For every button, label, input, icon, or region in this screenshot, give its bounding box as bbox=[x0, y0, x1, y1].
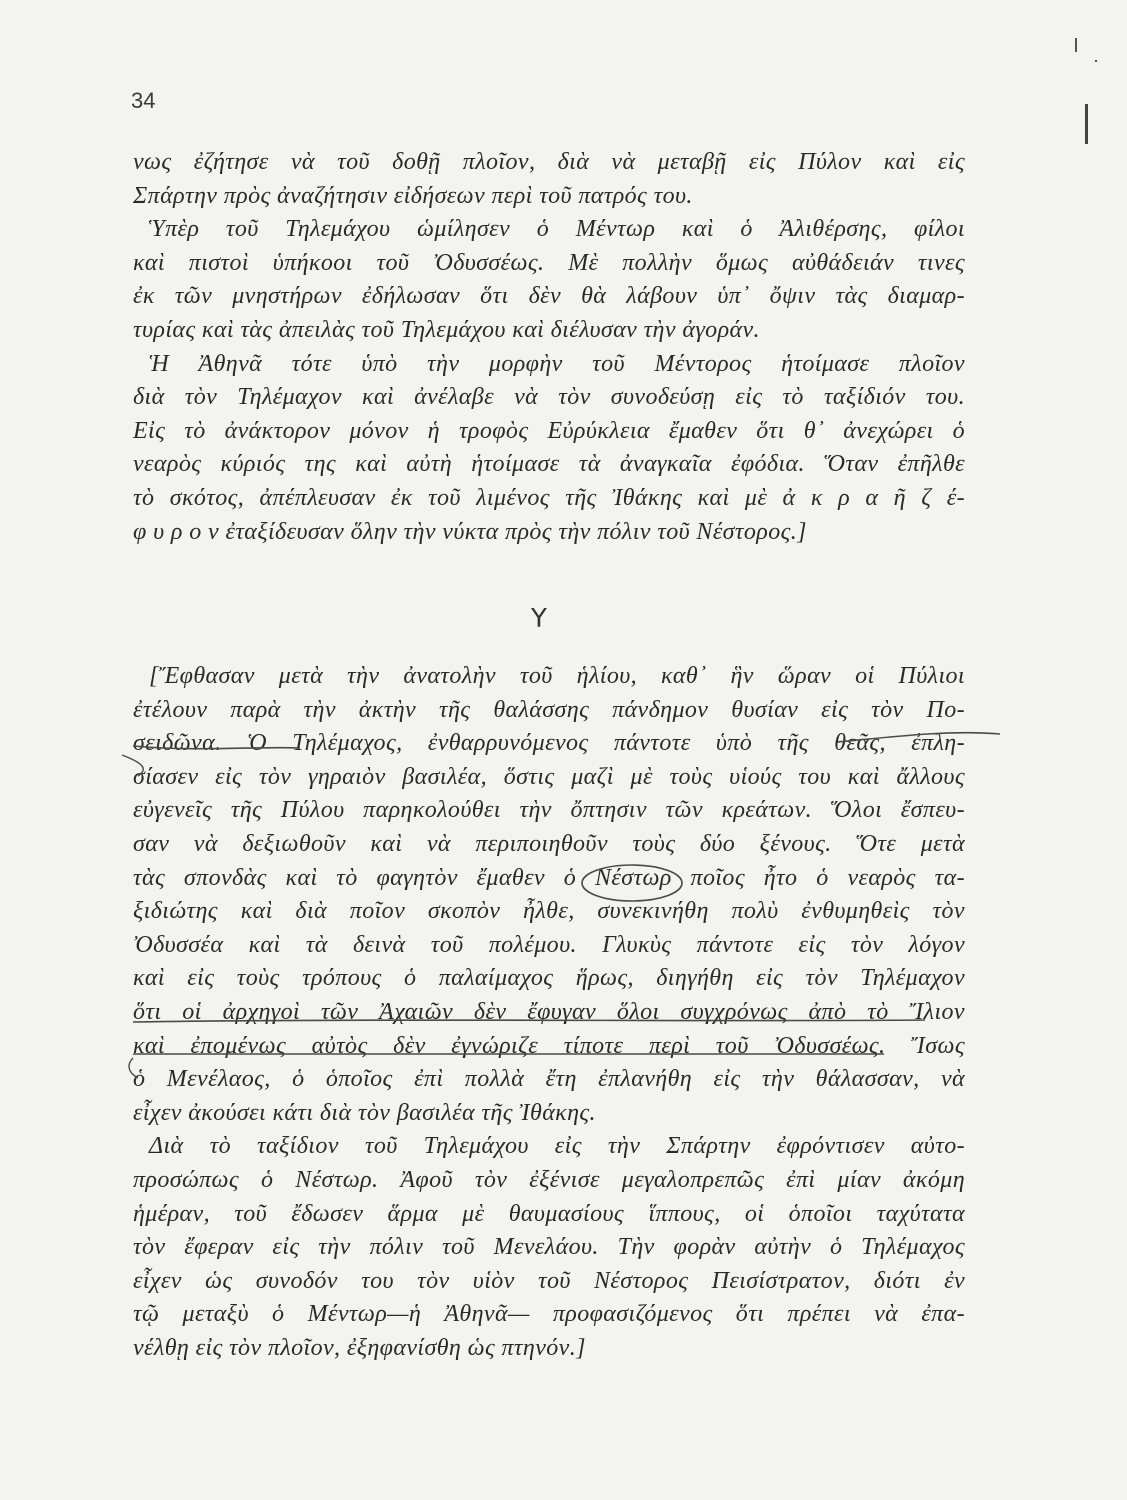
text-line: καὶ πιστοὶ ὑπήκοοι τοῦ Ὀδυσσέως. Μὲ πολλὴν ὅμως αὐθάδειάν τινες bbox=[133, 249, 965, 276]
text-line: ξιδιώτης καὶ διὰ ποῖον σκοπὸν ἦλθε, συνεκινήθη πολὺ ἐνθυμηθεὶς τὸν bbox=[133, 898, 965, 925]
margin-mark bbox=[1085, 104, 1088, 144]
text-line: νεαρὸς κύριός της καὶ αὐτὴ ἡτοίμασε τὰ ἀναγκαῖα ἐφόδια. Ὅταν ἐπῆλθε bbox=[133, 451, 965, 478]
text-line: ἡμέραν, τοῦ ἔδωσεν ἅρμα μὲ θαυμασίους ἵππους, οἱ ὁποῖοι ταχύτατα bbox=[133, 1200, 965, 1227]
text-line: προσώπως ὁ Νέστωρ. Ἀφοῦ τὸν ἐξένισε μεγαλοπρεπῶς ἐπὶ μίαν ἀκόμη bbox=[133, 1166, 965, 1193]
text-line: καὶ εἰς τοὺς τρόπους ὁ παλαίμαχος ἥρως, διηγήθη εἰς τὸν Τηλέμαχον bbox=[133, 965, 965, 992]
text-line: τυρίας καὶ τὰς ἀπειλὰς τοῦ Τηλεμάχου καὶ διέλυσαν τὴν ἀγοράν. bbox=[133, 316, 760, 343]
text-line: τὸν ἔφεραν εἰς τὴν πόλιν τοῦ Μενελάου. Τὴν φορὰν αὐτὴν ὁ Τηλέμαχος bbox=[133, 1234, 965, 1261]
text-line: καὶ ἐπομένως αὐτὸς δὲν ἐγνώριζε τίποτε περὶ τοῦ Ὀδυσσέως. Ἴσως bbox=[133, 1032, 965, 1059]
text-line: ὁ Μενέλαος, ὁ ὁποῖος ἐπὶ πολλὰ ἔτη ἐπλανήθη εἰς τὴν θάλασσαν, νὰ bbox=[133, 1066, 965, 1093]
text-line: εἶχεν ὡς συνοδόν του τὸν υἱὸν τοῦ Νέστορος Πεισίστρατον, διότι ἐν bbox=[133, 1267, 965, 1294]
text-line: Ὑπὲρ τοῦ Τηλεμάχου ὡμίλησεν ὁ Μέντωρ καὶ ὁ Ἀλιθέρσης, φίλοι bbox=[149, 216, 965, 243]
text-line: [Ἔφθασαν μετὰ τὴν ἀνατολὴν τοῦ ἡλίου, καθ᾽ ἣν ὥραν οἱ Πύλιοι bbox=[149, 663, 965, 689]
page-number: 34 bbox=[131, 88, 156, 113]
text-line: τῷ μεταξὺ ὁ Μέντωρ—ἡ Ἀθηνᾶ— προφασιζόμενος ὅτι πρέπει νὰ ἐπα- bbox=[133, 1301, 965, 1328]
text-line: τὰς σπονδὰς καὶ τὸ φαγητὸν ἔμαθεν ὁ Νέστωρ ποῖος ἦτο ὁ νεαρὸς τα- bbox=[133, 864, 965, 891]
text-line: τὸ σκότος, ἀπέπλευσαν ἐκ τοῦ λιμένος τῆς Ἰθάκης καὶ μὲ ἀ κ ρ α ῆ ζ έ- bbox=[133, 484, 965, 511]
text-line: Διὰ τὸ ταξίδιον τοῦ Τηλεμάχου εἰς τὴν Σπάρτην ἐφρόντισεν αὐτο- bbox=[149, 1133, 965, 1160]
text-line: Εἰς τὸ ἀνάκτορον μόνον ἡ τροφὸς Εὐρύκλεια ἔμαθεν ὅτι θ᾽ ἀνεχώρει ὁ bbox=[133, 417, 965, 444]
text-line: ἐτέλουν παρὰ τὴν ἀκτὴν τῆς θαλάσσης πάνδημον θυσίαν εἰς τὸν Πο- bbox=[133, 696, 965, 723]
text-line: σαν νὰ δεξιωθοῦν καὶ νὰ περιποιηθοῦν τοὺς δύο ξένους. Ὅτε μετὰ bbox=[133, 830, 965, 857]
text-line: σίασεν εἰς τὸν γηραιὸν βασιλέα, ὅστις μαζὶ μὲ τοὺς υἱούς του καὶ ἄλλους bbox=[133, 763, 965, 790]
margin-mark bbox=[1075, 38, 1077, 52]
text-line: ἐκ τῶν μνηστήρων ἐδήλωσαν ὅτι δὲν θὰ λάβουν ὑπ᾽ ὄψιν τὰς διαμαρ- bbox=[133, 283, 965, 310]
text-line: ὅτι οἱ ἀρχηγοὶ τῶν Ἀχαιῶν δὲν ἔφυγαν ὅλοι συγχρόνως ἀπὸ τὸ Ἴλιον bbox=[133, 998, 965, 1025]
text-line: εἶχεν ἀκούσει κάτι διὰ τὸν βασιλέα τῆς Ἰθάκης. bbox=[133, 1099, 596, 1126]
text-line: Σπάρτην πρὸς ἀναζήτησιν εἰδήσεων περὶ τοῦ πατρός του. bbox=[133, 182, 693, 209]
paragraph-block-2 bbox=[133, 660, 965, 1365]
section-heading: Υ bbox=[531, 604, 547, 634]
paragraph-block-1 bbox=[133, 146, 965, 549]
margin-mark bbox=[1095, 60, 1097, 62]
text-line: νέλθῃ εἰς τὸν πλοῖον, ἐξηφανίσθη ὡς πτηνόν.] bbox=[133, 1334, 586, 1361]
text-line: σειδῶνα. Ὁ Τηλέμαχος, ἐνθαρρυνόμενος πάντοτε ὑπὸ τῆς θεᾶς, ἐπλη- bbox=[133, 730, 965, 757]
text-line: διὰ τὸν Τηλέμαχον καὶ ἀνέλαβε νὰ τὸν συνοδεύσῃ εἰς τὸ ταξίδιόν του. bbox=[133, 384, 965, 411]
text-line: εὐγενεῖς τῆς Πύλου παρηκολούθει τὴν ὄπτησιν τῶν κρεάτων. Ὅλοι ἔσπευ- bbox=[133, 797, 965, 824]
text-line: Ἡ Ἀθηνᾶ τότε ὑπὸ τὴν μορφὴν τοῦ Μέντορος ἡτοίμασε πλοῖον bbox=[149, 350, 965, 377]
text-line: νως ἐζήτησε νὰ τοῦ δοθῇ πλοῖον, διὰ νὰ μεταβῇ εἰς Πύλον καὶ εἰς bbox=[133, 149, 965, 175]
text-line: φ υ ρ ο ν ἐταξίδευσαν ὅλην τὴν νύκτα πρὸς τὴν πόλιν τοῦ Νέστορος.] bbox=[133, 518, 807, 545]
text-line: Ὀδυσσέα καὶ τὰ δεινὰ τοῦ πολέμου. Γλυκὺς πάντοτε εἰς τὸν λόγον bbox=[133, 931, 965, 958]
